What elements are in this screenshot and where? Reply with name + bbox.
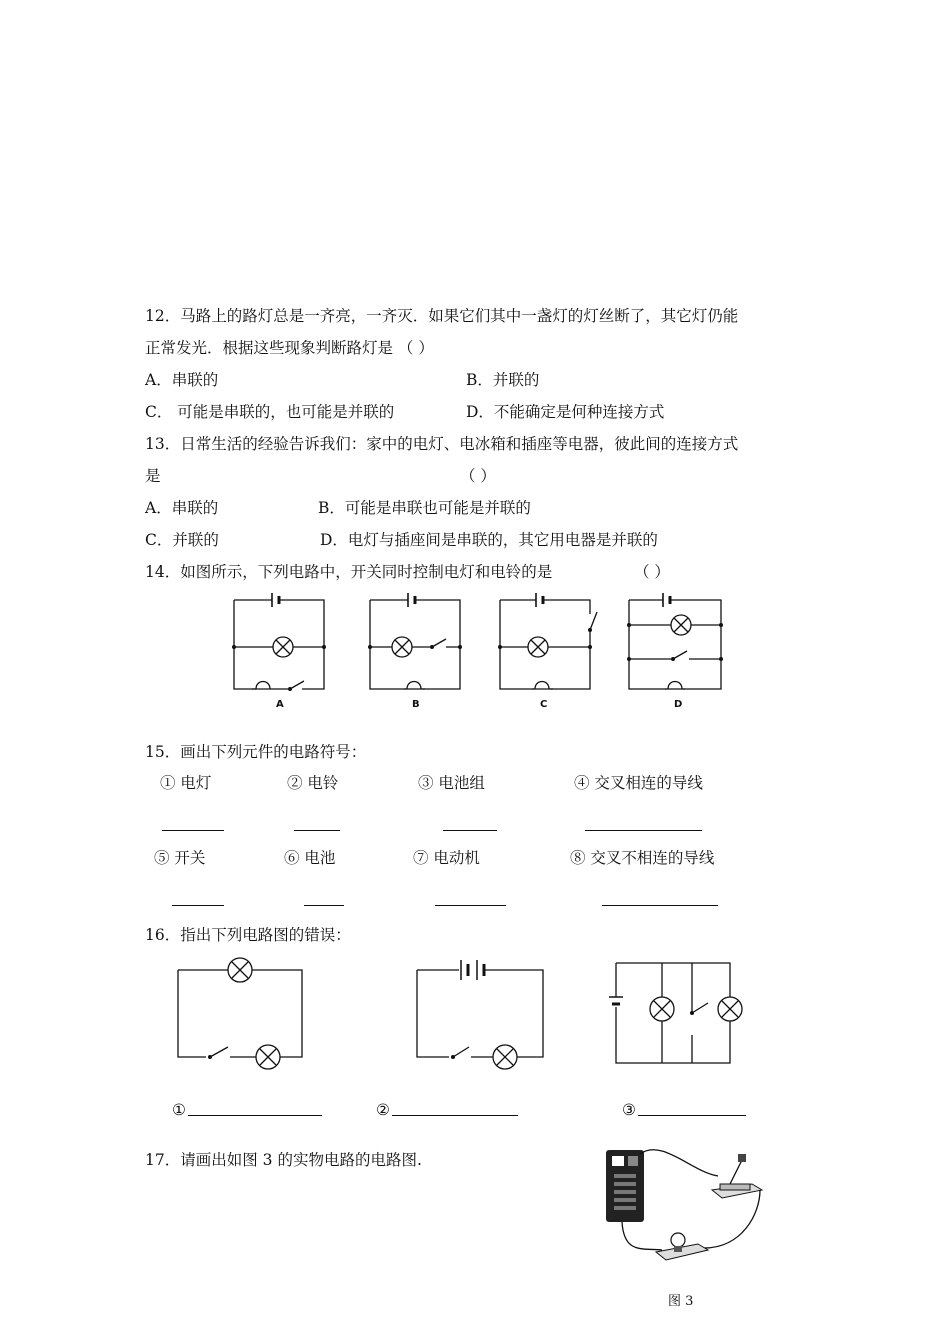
q16-answer-label-3: ③ bbox=[622, 1101, 636, 1119]
figure-3-caption: 图 3 bbox=[668, 1294, 694, 1309]
q15-item-bell: ② 电铃 bbox=[287, 774, 339, 792]
answer-blank-battery-pack[interactable] bbox=[443, 830, 497, 831]
q12-stem-line2: 正常发光．根据这些现象判断路灯是 （ ） bbox=[145, 339, 434, 357]
circuit-label-d: D bbox=[674, 699, 683, 710]
q12-option-b: B．并联的 bbox=[466, 371, 540, 389]
answer-blank-motor[interactable] bbox=[435, 905, 506, 906]
circuit-diagram-b bbox=[368, 592, 464, 702]
q16-answer-label-2: ② bbox=[376, 1101, 390, 1119]
q13-option-b: B．可能是串联也可能是并联的 bbox=[318, 499, 531, 517]
q13-option-d: D．电灯与插座间是串联的，其它用电器是并联的 bbox=[320, 531, 658, 549]
error-circuit-2 bbox=[415, 955, 547, 1065]
circuit-diagram-d bbox=[627, 592, 725, 702]
q16-answer-label-1: ① bbox=[172, 1101, 186, 1119]
q13-stem-line2: 是 bbox=[145, 467, 161, 485]
q15-item-switch: ⑤ 开关 bbox=[154, 849, 206, 867]
q17-stem: 17．请画出如图 3 的实物电路的电路图. bbox=[145, 1151, 422, 1169]
q15-item-battery-pack: ③ 电池组 bbox=[418, 774, 485, 792]
q15-item-cell: ⑥ 电池 bbox=[284, 849, 336, 867]
q14-stem: 14．如图所示，下列电路中，开关同时控制电灯和电铃的是 bbox=[145, 563, 553, 581]
circuit-label-c: C bbox=[540, 699, 548, 710]
circuit-label-b: B bbox=[412, 699, 420, 710]
q15-item-unconnected-wires: ⑧ 交叉不相连的导线 bbox=[570, 849, 715, 867]
answer-blank-lamp[interactable] bbox=[162, 830, 224, 831]
error-circuit-3 bbox=[606, 955, 746, 1067]
q16-stem: 16．指出下列电路图的错误： bbox=[145, 926, 351, 944]
q12-option-d: D．不能确定是何种连接方式 bbox=[466, 403, 665, 421]
circuit-diagram-c bbox=[498, 592, 598, 702]
circuit-label-a: A bbox=[276, 699, 284, 710]
q15-stem: 15．画出下列元件的电路符号： bbox=[145, 743, 367, 761]
q13-answer-paren: （ ） bbox=[460, 467, 496, 485]
answer-blank-cell[interactable] bbox=[304, 905, 344, 906]
answer-blank-error-3[interactable] bbox=[638, 1115, 746, 1116]
answer-blank-error-1[interactable] bbox=[188, 1115, 322, 1116]
q12-option-c: C． 可能是串联的，也可能是并联的 bbox=[145, 403, 395, 421]
answer-blank-connected-wires[interactable] bbox=[585, 830, 702, 831]
answer-blank-unconnected-wires[interactable] bbox=[602, 905, 718, 906]
error-circuit-1 bbox=[176, 955, 306, 1065]
q13-option-c: C．并联的 bbox=[145, 531, 219, 549]
q12-option-a: A．串联的 bbox=[145, 371, 219, 389]
q15-item-connected-wires: ④ 交叉相连的导线 bbox=[574, 774, 703, 792]
q15-item-lamp: ① 电灯 bbox=[160, 774, 212, 792]
q13-option-a: A．串联的 bbox=[145, 499, 219, 517]
q12-stem-line1: 12．马路上的路灯总是一齐亮，一齐灭．如果它们其中一盏灯的灯丝断了，其它灯仍能 bbox=[145, 307, 739, 325]
q15-item-motor: ⑦ 电动机 bbox=[413, 849, 480, 867]
q14-answer-paren: （ ） bbox=[634, 563, 670, 581]
circuit-diagram-a bbox=[232, 592, 328, 702]
answer-blank-switch[interactable] bbox=[172, 905, 224, 906]
physical-circuit-illustration bbox=[602, 1144, 772, 1274]
answer-blank-bell[interactable] bbox=[294, 830, 340, 831]
q13-stem-line1: 13．日常生活的经验告诉我们：家中的电灯、电冰箱和插座等电器，彼此间的连接方式 bbox=[145, 435, 739, 453]
answer-blank-error-2[interactable] bbox=[392, 1115, 518, 1116]
